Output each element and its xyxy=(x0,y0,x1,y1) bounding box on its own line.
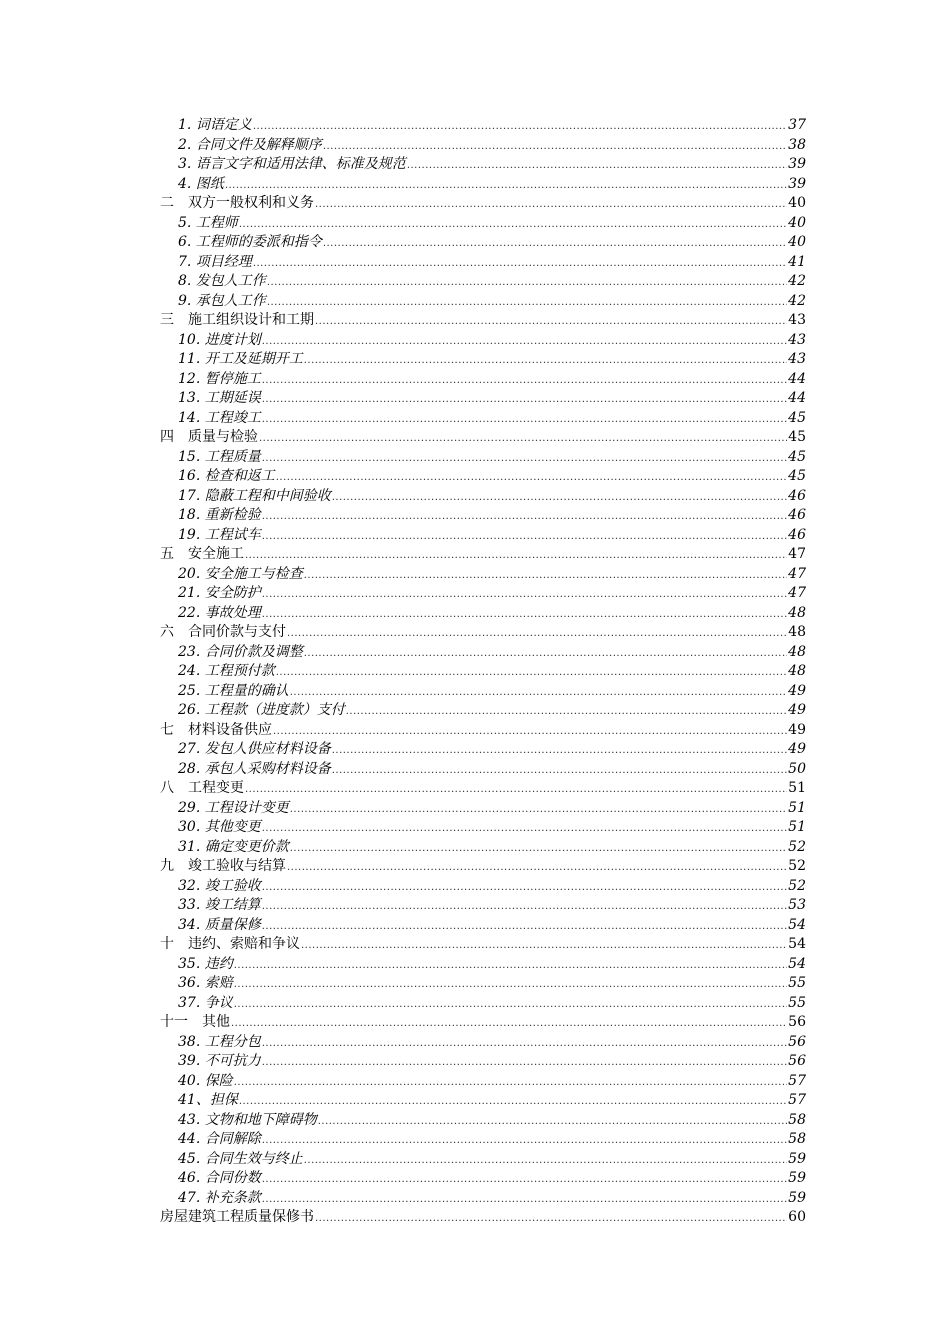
toc-entry[interactable] xyxy=(160,331,806,351)
toc-dot-leader xyxy=(262,371,787,391)
toc-dot-leader xyxy=(267,293,787,313)
toc-entry-title: 17. 隐蔽工程和中间验收 xyxy=(178,487,331,504)
toc-dot-leader xyxy=(262,1131,787,1151)
toc-entry[interactable] xyxy=(160,1033,806,1053)
toc-page-number: 59 xyxy=(788,1189,806,1206)
toc-entry-title: 21. 安全防护 xyxy=(178,585,261,601)
toc-entry-title: 12. 暂停施工 xyxy=(178,370,261,387)
toc-dot-leader xyxy=(304,566,787,586)
toc-dot-leader xyxy=(262,507,787,527)
toc-entry[interactable] xyxy=(160,116,806,136)
toc-dot-leader xyxy=(273,722,787,742)
toc-page-number: 47 xyxy=(788,546,806,562)
toc-dot-leader xyxy=(290,800,787,820)
toc-entry[interactable] xyxy=(160,955,806,975)
toc-dot-leader xyxy=(332,761,787,781)
toc-entry-title: 2. 合同文件及解释顺序 xyxy=(178,136,322,153)
toc-entry[interactable] xyxy=(160,1130,806,1150)
toc-entry-title: 26. 工程款（进度款）支付 xyxy=(178,702,345,718)
toc-dot-leader xyxy=(304,351,787,371)
toc-dot-leader xyxy=(262,897,787,917)
toc-entry[interactable] xyxy=(160,1189,806,1209)
toc-page-number: 49 xyxy=(788,702,806,718)
toc-page-number: 49 xyxy=(788,682,806,699)
toc-section-entry[interactable] xyxy=(160,545,806,565)
toc-page-number: 48 xyxy=(788,624,806,640)
toc-page-number: 57 xyxy=(788,1092,806,1108)
toc-entry-title: 1. 词语定义 xyxy=(178,117,252,133)
toc-dot-leader xyxy=(234,995,787,1015)
toc-entry[interactable] xyxy=(160,214,806,234)
toc-page-number: 45 xyxy=(788,448,806,465)
toc-entry-title: 7. 项目经理 xyxy=(178,253,252,270)
toc-entry[interactable] xyxy=(160,526,806,546)
toc-page-number: 41 xyxy=(788,253,806,270)
toc-dot-leader xyxy=(262,1034,787,1054)
toc-page-number: 43 xyxy=(788,351,806,367)
toc-entry-title: 十一 其他 xyxy=(160,1014,230,1030)
toc-page-number: 48 xyxy=(788,643,806,660)
toc-section-entry[interactable] xyxy=(160,311,806,331)
toc-entry[interactable] xyxy=(160,467,806,487)
toc-entry[interactable] xyxy=(160,896,806,916)
toc-page-number: 46 xyxy=(788,526,806,543)
toc-page-number: 39 xyxy=(788,175,806,192)
toc-page-number: 51 xyxy=(788,799,806,816)
toc-entry[interactable] xyxy=(160,1091,806,1111)
toc-entry-title: 30. 其他变更 xyxy=(178,819,261,835)
toc-page-number: 59 xyxy=(788,1170,806,1186)
toc-entry[interactable] xyxy=(160,740,806,760)
toc-section-entry[interactable] xyxy=(160,194,806,214)
toc-entry[interactable] xyxy=(160,584,806,604)
toc-dot-leader xyxy=(323,234,787,254)
toc-dot-leader xyxy=(262,917,787,937)
toc-dot-leader xyxy=(290,839,787,859)
toc-entry[interactable] xyxy=(160,799,806,819)
toc-page-number: 51 xyxy=(788,780,806,796)
toc-entry-title: 47. 补充条款 xyxy=(178,1189,261,1206)
toc-dot-leader xyxy=(287,624,787,644)
toc-dot-leader xyxy=(262,449,787,469)
toc-page-number: 57 xyxy=(788,1072,806,1089)
toc-dot-leader xyxy=(304,1151,787,1171)
toc-dot-leader xyxy=(276,663,787,683)
toc-page-number: 42 xyxy=(788,273,806,289)
toc-page-number: 42 xyxy=(788,292,806,309)
toc-entry-title: 三 施工组织设计和工期 xyxy=(160,312,314,328)
toc-dot-leader xyxy=(245,546,787,566)
toc-page-number: 54 xyxy=(788,936,806,952)
toc-dot-leader xyxy=(276,468,787,488)
toc-page-number: 56 xyxy=(788,1033,806,1050)
toc-section-entry[interactable] xyxy=(160,623,806,643)
toc-entry-title: 44. 合同解除 xyxy=(178,1131,261,1147)
toc-dot-leader xyxy=(332,488,787,508)
toc-entry[interactable] xyxy=(160,506,806,526)
toc-entry[interactable] xyxy=(160,1150,806,1170)
toc-entry-title: 9. 承包人工作 xyxy=(178,292,266,309)
toc-entry-title: 43. 文物和地下障碍物 xyxy=(178,1111,317,1128)
toc-entry-title: 25. 工程量的确认 xyxy=(178,682,289,699)
toc-entry-title: 36. 索赔 xyxy=(178,975,233,991)
toc-page-number: 56 xyxy=(788,1053,806,1069)
toc-dot-leader xyxy=(234,975,787,995)
toc-dot-leader xyxy=(315,1209,787,1229)
toc-page-number: 45 xyxy=(788,409,806,426)
toc-dot-leader xyxy=(245,780,787,800)
toc-dot-leader xyxy=(262,605,787,625)
toc-page-number: 53 xyxy=(788,897,806,913)
toc-dot-leader xyxy=(323,137,787,157)
toc-entry-title: 5. 工程师 xyxy=(178,214,238,231)
toc-entry-title: 二 双方一般权利和义务 xyxy=(160,195,314,211)
toc-entry[interactable] xyxy=(160,155,806,175)
toc-page-number: 40 xyxy=(788,214,806,231)
toc-dot-leader xyxy=(234,1073,787,1093)
toc-entry-title: 23. 合同价款及调整 xyxy=(178,643,303,660)
toc-entry[interactable] xyxy=(160,487,806,507)
toc-entry-title: 8. 发包人工作 xyxy=(178,273,266,289)
toc-entry-title: 十 违约、索赔和争议 xyxy=(160,936,300,952)
toc-entry[interactable] xyxy=(160,643,806,663)
toc-entry-title: 14. 工程竣工 xyxy=(178,409,261,426)
toc-entry[interactable] xyxy=(160,389,806,409)
toc-dot-leader xyxy=(315,312,787,332)
toc-dot-leader xyxy=(262,410,787,430)
toc-dot-leader xyxy=(262,585,787,605)
toc-entry[interactable] xyxy=(160,409,806,429)
toc-page-number: 52 xyxy=(788,877,806,894)
toc-dot-leader xyxy=(262,390,787,410)
toc-entry[interactable] xyxy=(160,292,806,312)
toc-entry[interactable] xyxy=(160,1072,806,1092)
toc-page-number: 50 xyxy=(788,760,806,777)
toc-entry-title: 房屋建筑工程质量保修书 xyxy=(160,1209,314,1225)
toc-section-entry[interactable] xyxy=(160,857,806,877)
toc-dot-leader xyxy=(262,1053,787,1073)
toc-dot-leader xyxy=(253,117,787,137)
toc-entry[interactable] xyxy=(160,1169,806,1189)
toc-entry-title: 32. 竣工验收 xyxy=(178,877,261,894)
toc-entry-title: 24. 工程预付款 xyxy=(178,663,275,679)
toc-entry[interactable] xyxy=(160,272,806,292)
toc-dot-leader xyxy=(262,527,787,547)
toc-page-number: 59 xyxy=(788,1150,806,1167)
toc-dot-leader xyxy=(290,683,787,703)
toc-page-number: 40 xyxy=(788,234,806,250)
toc-entry-title: 37. 争议 xyxy=(178,994,233,1011)
toc-dot-leader xyxy=(287,858,787,878)
toc-dot-leader xyxy=(239,215,787,235)
toc-entry-title: 18. 重新检验 xyxy=(178,507,261,523)
toc-dot-leader xyxy=(332,741,787,761)
toc-dot-leader xyxy=(231,1014,787,1034)
toc-page-number: 58 xyxy=(788,1111,806,1128)
toc-dot-leader xyxy=(267,273,787,293)
toc-entry-title: 五 安全施工 xyxy=(160,546,244,562)
toc-entry-title: 28. 承包人采购材料设备 xyxy=(178,760,331,777)
toc-entry[interactable] xyxy=(160,877,806,897)
toc-entry-title: 38. 工程分包 xyxy=(178,1033,261,1050)
toc-section-entry[interactable] xyxy=(160,1208,806,1228)
toc-entry[interactable] xyxy=(160,370,806,390)
toc-entry-title: 10. 进度计划 xyxy=(178,331,261,348)
toc-entry-title: 41、担保 xyxy=(178,1092,238,1108)
toc-entry[interactable] xyxy=(160,448,806,468)
toc-page-number: 52 xyxy=(788,858,806,874)
toc-page-number: 49 xyxy=(788,721,806,738)
toc-section-entry[interactable] xyxy=(160,428,806,448)
toc-dot-leader xyxy=(253,254,787,274)
toc-section-entry[interactable] xyxy=(160,1013,806,1033)
toc-dot-leader xyxy=(262,1190,787,1210)
toc-page-number: 60 xyxy=(788,1209,806,1225)
toc-entry-title: 六 合同价款与支付 xyxy=(160,624,286,640)
toc-page-number: 44 xyxy=(788,390,806,406)
toc-entry-title: 16. 检查和返工 xyxy=(178,468,275,484)
toc-page-number: 44 xyxy=(788,370,806,387)
toc-page-number: 52 xyxy=(788,838,806,855)
toc-entry-title: 11. 开工及延期开工 xyxy=(178,351,303,367)
toc-entry-title: 19. 工程试车 xyxy=(178,526,261,543)
toc-dot-leader xyxy=(262,332,787,352)
toc-entry[interactable] xyxy=(160,565,806,585)
toc-page-number: 48 xyxy=(788,663,806,679)
toc-entry[interactable] xyxy=(160,253,806,273)
toc-page-number: 48 xyxy=(788,604,806,621)
toc-entry-title: 6. 工程师的委派和指令 xyxy=(178,234,322,250)
toc-entry[interactable] xyxy=(160,916,806,936)
toc-page-number: 47 xyxy=(788,585,806,601)
toc-dot-leader xyxy=(407,156,787,176)
toc-entry-title: 45. 合同生效与终止 xyxy=(178,1150,303,1167)
toc-section-entry[interactable] xyxy=(160,779,806,799)
toc-page-number: 43 xyxy=(788,331,806,348)
toc-dot-leader xyxy=(304,644,787,664)
toc-entry-title: 九 竣工验收与结算 xyxy=(160,858,286,874)
toc-entry[interactable] xyxy=(160,994,806,1014)
toc-page-number: 55 xyxy=(788,994,806,1011)
toc-page-number: 55 xyxy=(788,975,806,991)
toc-entry[interactable] xyxy=(160,974,806,994)
toc-dot-leader xyxy=(262,878,787,898)
toc-page-number: 45 xyxy=(788,429,806,445)
toc-page-number: 38 xyxy=(788,136,806,153)
toc-entry[interactable] xyxy=(160,701,806,721)
toc-page-number: 56 xyxy=(788,1014,806,1030)
toc-page-number: 40 xyxy=(788,195,806,211)
toc-entry[interactable] xyxy=(160,838,806,858)
toc-section-entry[interactable] xyxy=(160,935,806,955)
toc-page-number: 47 xyxy=(788,565,806,582)
toc-page-number: 49 xyxy=(788,741,806,757)
toc-entry[interactable] xyxy=(160,350,806,370)
toc-page-number: 43 xyxy=(788,312,806,328)
toc-page-number: 51 xyxy=(788,819,806,835)
toc-entry-title: 七 材料设备供应 xyxy=(160,721,272,738)
toc-entry-title: 15. 工程质量 xyxy=(178,448,261,465)
toc-entry-title: 31. 确定变更价款 xyxy=(178,838,289,855)
toc-page-number: 58 xyxy=(788,1131,806,1147)
toc-entry-title: 4. 图纸 xyxy=(178,175,224,192)
toc-entry-title: 四 质量与检验 xyxy=(160,429,258,445)
toc-dot-leader xyxy=(239,1092,787,1112)
toc-entry-title: 22. 事故处理 xyxy=(178,604,261,621)
toc-section-entry[interactable] xyxy=(160,721,806,741)
toc-entry-title: 35. 违约 xyxy=(178,955,233,972)
toc-dot-leader xyxy=(262,1170,787,1190)
toc-page-number: 39 xyxy=(788,156,806,172)
toc-page-number: 46 xyxy=(788,507,806,523)
toc-entry[interactable] xyxy=(160,604,806,624)
toc-entry-title: 3. 语言文字和适用法律、标准及规范 xyxy=(178,156,406,172)
toc-entry[interactable] xyxy=(160,1111,806,1131)
toc-entry-title: 27. 发包人供应材料设备 xyxy=(178,741,331,757)
toc-dot-leader xyxy=(262,819,787,839)
toc-dot-leader xyxy=(315,195,787,215)
toc-dot-leader xyxy=(225,176,787,196)
toc-entry-title: 40. 保险 xyxy=(178,1072,233,1089)
toc-entry[interactable] xyxy=(160,1052,806,1072)
toc-page-number: 46 xyxy=(788,487,806,504)
toc-entry-title: 20. 安全施工与检查 xyxy=(178,565,303,582)
toc-entry[interactable] xyxy=(160,682,806,702)
toc-entry-title: 13. 工期延误 xyxy=(178,390,261,406)
toc-page-number: 45 xyxy=(788,468,806,484)
toc-page-number: 54 xyxy=(788,916,806,933)
toc-entry-title: 八 工程变更 xyxy=(160,780,244,796)
toc-page-number: 54 xyxy=(788,955,806,972)
toc-entry[interactable] xyxy=(160,760,806,780)
toc-dot-leader xyxy=(234,956,787,976)
toc-entry-title: 46. 合同份数 xyxy=(178,1170,261,1186)
toc-entry-title: 39. 不可抗力 xyxy=(178,1053,261,1069)
toc-dot-leader xyxy=(259,429,787,449)
toc-entry[interactable] xyxy=(160,818,806,838)
toc-dot-leader xyxy=(301,936,787,956)
toc-entry[interactable] xyxy=(160,233,806,253)
toc-dot-leader xyxy=(346,702,787,722)
toc-entry[interactable] xyxy=(160,175,806,195)
toc-entry-title: 33. 竣工结算 xyxy=(178,897,261,913)
toc-dot-leader xyxy=(318,1112,787,1132)
toc-entry[interactable] xyxy=(160,662,806,682)
toc-entry[interactable] xyxy=(160,136,806,156)
toc-entry-title: 34. 质量保修 xyxy=(178,916,261,933)
toc-page-number: 37 xyxy=(788,117,806,133)
table-of-contents xyxy=(160,116,806,1228)
toc-entry-title: 29. 工程设计变更 xyxy=(178,799,289,816)
